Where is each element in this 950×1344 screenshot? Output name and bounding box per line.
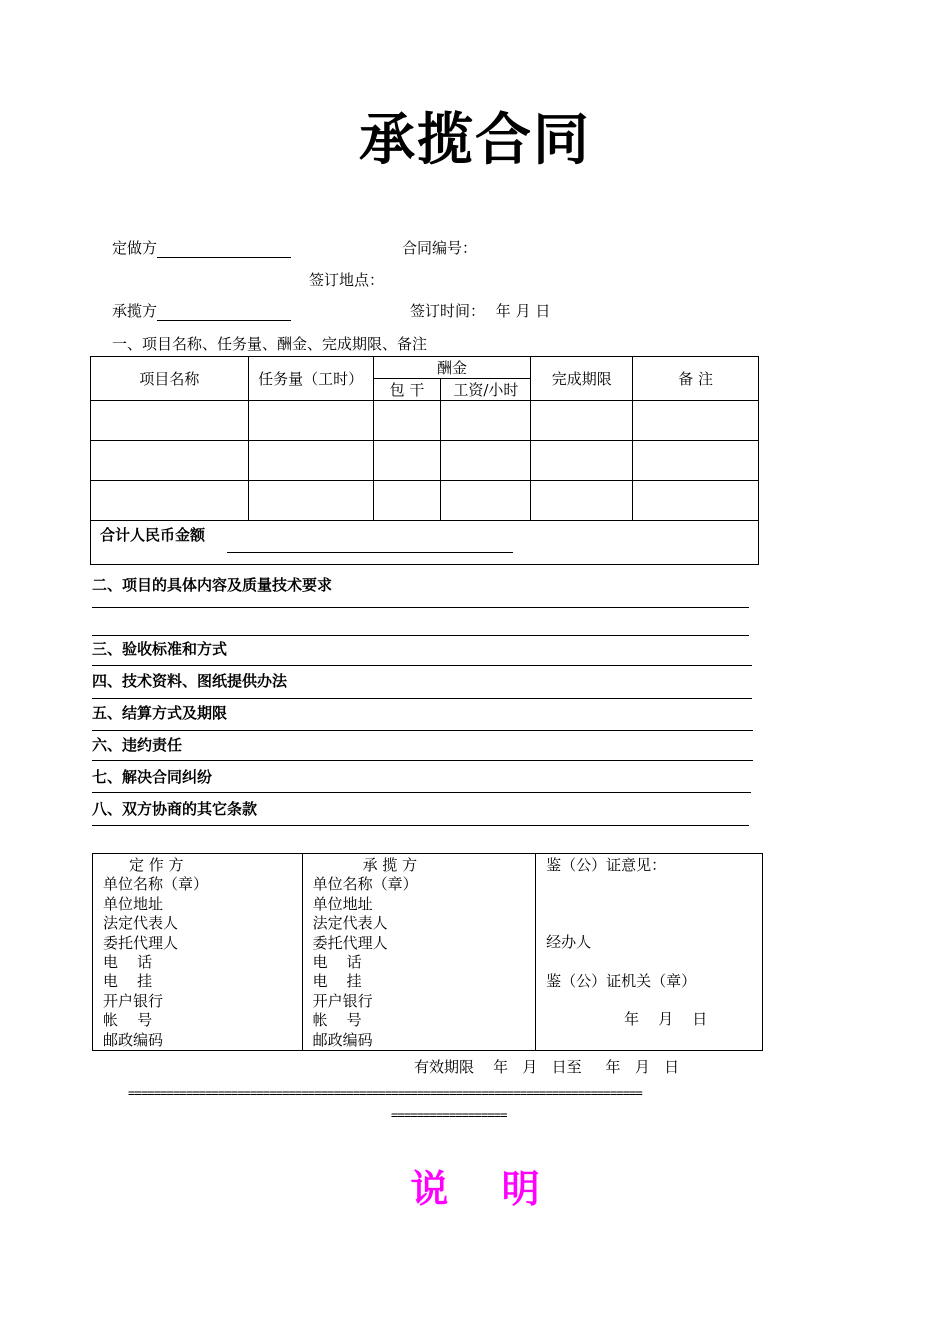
orderer-line: 开户银行 [103,991,164,1010]
contractor-line: 开户银行 [312,991,373,1010]
section-8-heading: 八、双方协商的其它条款 [92,800,258,818]
section-3-line[interactable] [92,665,752,666]
table-cell[interactable] [441,441,531,481]
contractor-column [302,854,536,1051]
sign-time-value: 年 月 日 [495,302,551,320]
orderer-line: 帐 号 [103,1011,153,1030]
contractor-line: 电 话 [312,953,362,972]
table-cell[interactable] [373,401,441,441]
table-cell[interactable] [91,481,249,521]
table-cell[interactable] [373,441,441,481]
table-cell[interactable] [91,441,249,481]
orderer-line: 委托代理人 [103,933,179,952]
section-4-line[interactable] [92,698,752,699]
orderer-line: 电 话 [103,953,153,972]
orderer-label: 定做方 [112,239,158,257]
section-3-heading: 三、验收标准和方式 [92,640,228,658]
section-6-heading: 六、违约责任 [92,736,183,754]
parties-table [92,853,763,1051]
orderer-input-line[interactable] [157,241,291,258]
section-2-line[interactable] [92,607,749,608]
contractor-line: 单位地址 [312,894,373,913]
col-header-deadline: 完成期限 [531,357,633,401]
table-cell[interactable] [531,401,633,441]
contractor-line: 电 挂 [312,972,362,991]
orderer-line: 邮政编码 [103,1030,164,1049]
document-title: 承揽合同 [359,107,591,173]
validity-period: 有效期限 年 月 日至 年 月 日 [414,1058,680,1076]
separator-line: ================================================================================ [128,1086,642,1100]
table-cell[interactable] [248,441,373,481]
col-header-workload: 任务量（工时） [248,357,373,401]
contractor-label: 承揽方 [112,302,158,320]
col-header-remark: 备 注 [633,357,759,401]
contractor-line: 委托代理人 [312,933,388,952]
contractor-line: 帐 号 [312,1011,362,1030]
orderer-line: 电 挂 [103,972,153,991]
notary-opinion: 鉴（公）证意见： [546,856,667,874]
explain-title: 说 明 [410,1166,540,1211]
col-header-pay: 酬金 [373,357,531,379]
contractor-line: 法定代表人 [312,914,388,933]
contractor-heading: 承 揽 方 [362,856,418,874]
col-header-name: 项目名称 [91,357,249,401]
table-row [91,441,759,481]
section-7-line[interactable] [92,792,751,793]
section-2-line[interactable] [92,635,749,636]
sign-time-label: 签订时间： [410,302,486,320]
notary-authority: 鉴（公）证机关（章） [546,971,697,990]
table-cell[interactable] [531,441,633,481]
table-cell[interactable] [633,441,759,481]
orderer-column [93,854,303,1051]
contractor-input-line[interactable] [157,304,291,321]
contractor-line: 单位名称（章） [312,875,418,894]
notary-column [536,854,763,1051]
total-amount-line[interactable] [227,552,513,553]
table-cell[interactable] [441,401,531,441]
section-5-heading: 五、结算方式及期限 [92,704,228,722]
col-header-pay-lump: 包 干 [373,379,441,401]
table-cell[interactable] [248,401,373,441]
notary-handler: 经办人 [546,933,592,952]
separator-line: ================== [391,1108,507,1122]
total-amount-row [91,521,759,565]
table-cell[interactable] [441,481,531,521]
orderer-line: 单位名称（章） [103,875,209,894]
sign-time [410,300,550,321]
contractor-field [112,300,291,321]
section-6-line[interactable] [92,760,753,761]
notary-date: 年 月 日 [624,1010,708,1029]
section-4-heading: 四、技术资料、图纸提供办法 [92,672,288,690]
table-row [91,481,759,521]
contract-no-label: 合同编号： [402,239,478,257]
contractor-line: 邮政编码 [312,1030,373,1049]
section-1-heading: 一、项目名称、任务量、酬金、完成期限、备注 [112,335,428,353]
table-cell[interactable] [633,481,759,521]
table-cell[interactable] [248,481,373,521]
section-8-line[interactable] [92,825,749,826]
total-amount-label: 合计人民币金额 [100,526,206,544]
orderer-line: 法定代表人 [103,914,179,933]
table-cell[interactable] [531,481,633,521]
section-7-heading: 七、解决合同纠纷 [92,768,213,786]
orderer-line: 单位地址 [103,894,164,913]
table-cell[interactable] [91,401,249,441]
section-5-line[interactable] [92,730,753,731]
col-header-pay-hourly: 工资/小时 [441,379,531,401]
section-2-heading: 二、项目的具体内容及质量技术要求 [92,576,333,594]
orderer-heading: 定 作 方 [129,856,184,874]
orderer-field [112,237,291,258]
table-row [91,401,759,441]
table-cell[interactable] [633,401,759,441]
project-table [90,356,759,565]
sign-place-label: 签订地点： [309,271,385,289]
table-cell[interactable] [373,481,441,521]
